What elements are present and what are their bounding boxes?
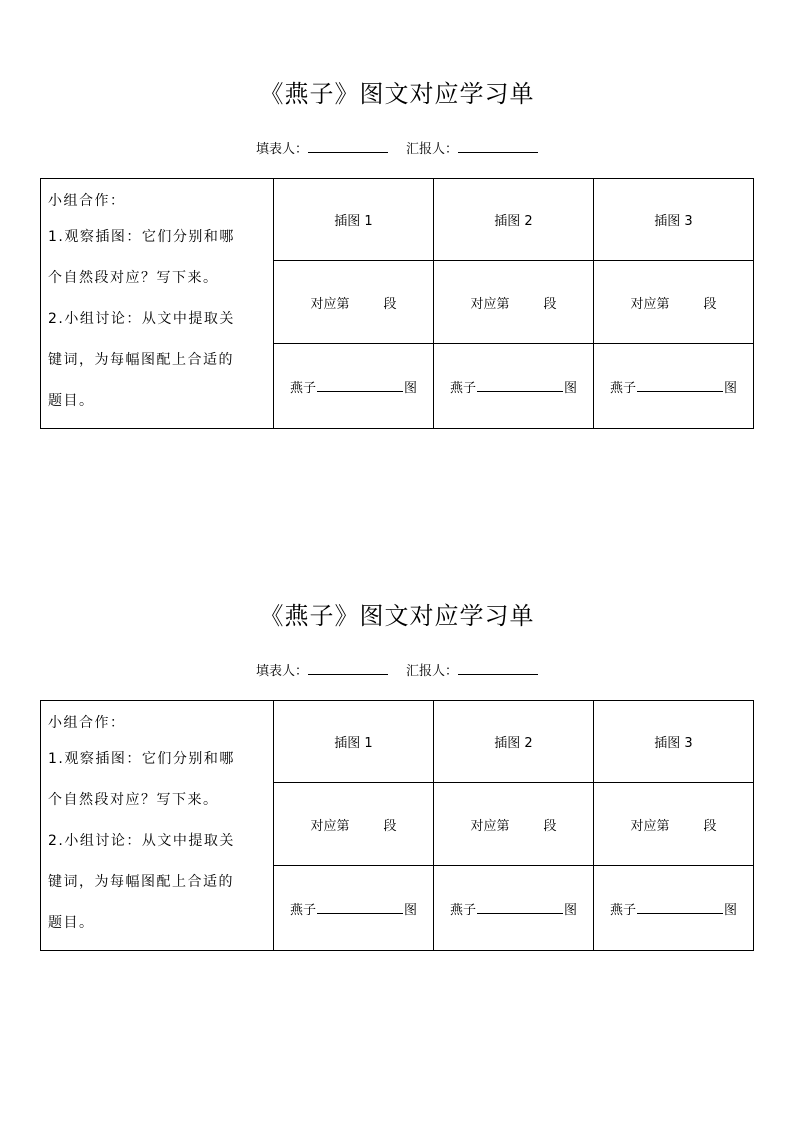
reporter-blank[interactable]	[458, 138, 538, 153]
instruction-line: 1.观察插图：它们分别和哪	[48, 229, 235, 245]
title-cell-2[interactable]	[434, 344, 594, 429]
title-suffix: 图	[724, 902, 738, 918]
instruction-line: 键词，为每幅图配上合适的	[48, 874, 234, 890]
paragraph-cell-1[interactable]	[274, 783, 434, 866]
instruction-line: 2.小组讨论：从文中提取关	[48, 833, 235, 849]
para-prefix: 对应第	[310, 818, 350, 834]
para-prefix: 对应第	[470, 818, 510, 834]
filler-label: 填表人：	[255, 664, 308, 679]
paragraph-cell-1[interactable]	[274, 261, 434, 344]
para-prefix: 对应第	[630, 296, 670, 312]
reporter-label: 汇报人：	[406, 142, 459, 157]
instruction-line: 题目。	[48, 393, 95, 409]
title-prefix: 燕子	[289, 380, 316, 396]
instruction-line: 2.小组讨论：从文中提取关	[48, 311, 235, 327]
instruction-line: 1.观察插图：它们分别和哪	[48, 751, 235, 767]
fill-in-line	[0, 138, 794, 160]
title-prefix: 燕子	[449, 902, 476, 918]
para-prefix: 对应第	[630, 818, 670, 834]
illustration-header-3: 插图 3	[594, 701, 754, 783]
worksheet-table	[40, 178, 754, 429]
title-blank[interactable]	[637, 377, 723, 392]
para-suffix: 段	[543, 818, 557, 834]
title-cell-3[interactable]	[594, 866, 754, 951]
title-suffix: 图	[404, 380, 418, 396]
worksheet-title: 《燕子》图文对应学习单	[259, 80, 535, 108]
title-blank[interactable]	[477, 899, 563, 914]
title-blank[interactable]	[637, 899, 723, 914]
filler-blank[interactable]	[308, 660, 388, 675]
title-suffix: 图	[724, 380, 738, 396]
title-prefix: 燕子	[609, 380, 636, 396]
title-blank[interactable]	[317, 899, 403, 914]
paragraph-cell-3[interactable]	[594, 261, 754, 344]
instructions-cell	[41, 179, 274, 429]
title-suffix: 图	[564, 902, 578, 918]
reporter-blank[interactable]	[458, 660, 538, 675]
title-cell-1[interactable]	[274, 866, 434, 951]
title-cell-2[interactable]	[434, 866, 594, 951]
filler-label: 填表人：	[255, 142, 308, 157]
paragraph-cell-3[interactable]	[594, 783, 754, 866]
para-suffix: 段	[703, 818, 717, 834]
title-cell-1[interactable]	[274, 344, 434, 429]
instruction-line: 小组合作：	[48, 193, 126, 209]
worksheet-title: 《燕子》图文对应学习单	[259, 602, 535, 630]
para-suffix: 段	[383, 818, 397, 834]
title-prefix: 燕子	[449, 380, 476, 396]
paragraph-cell-2[interactable]	[434, 261, 594, 344]
illustration-header-2: 插图 2	[434, 179, 594, 261]
para-suffix: 段	[383, 296, 397, 312]
illustration-header-1: 插图 1	[274, 179, 434, 261]
title-cell-3[interactable]	[594, 344, 754, 429]
worksheet-table	[40, 700, 754, 951]
instructions-cell	[41, 701, 274, 951]
illustration-header-2: 插图 2	[434, 701, 594, 783]
fill-in-line	[0, 660, 794, 682]
instruction-line: 个自然段对应？写下来。	[48, 270, 219, 286]
paragraph-cell-2[interactable]	[434, 783, 594, 866]
instruction-line: 键词，为每幅图配上合适的	[48, 352, 234, 368]
filler-blank[interactable]	[308, 138, 388, 153]
para-prefix: 对应第	[310, 296, 350, 312]
title-blank[interactable]	[317, 377, 403, 392]
para-prefix: 对应第	[470, 296, 510, 312]
instruction-line: 小组合作：	[48, 715, 126, 731]
reporter-label: 汇报人：	[406, 664, 459, 679]
title-prefix: 燕子	[609, 902, 636, 918]
title-suffix: 图	[564, 380, 578, 396]
illustration-header-1: 插图 1	[274, 701, 434, 783]
instruction-line: 题目。	[48, 915, 95, 931]
title-suffix: 图	[404, 902, 418, 918]
instruction-line: 个自然段对应？写下来。	[48, 792, 219, 808]
illustration-header-3: 插图 3	[594, 179, 754, 261]
para-suffix: 段	[703, 296, 717, 312]
title-prefix: 燕子	[289, 902, 316, 918]
para-suffix: 段	[543, 296, 557, 312]
title-blank[interactable]	[477, 377, 563, 392]
